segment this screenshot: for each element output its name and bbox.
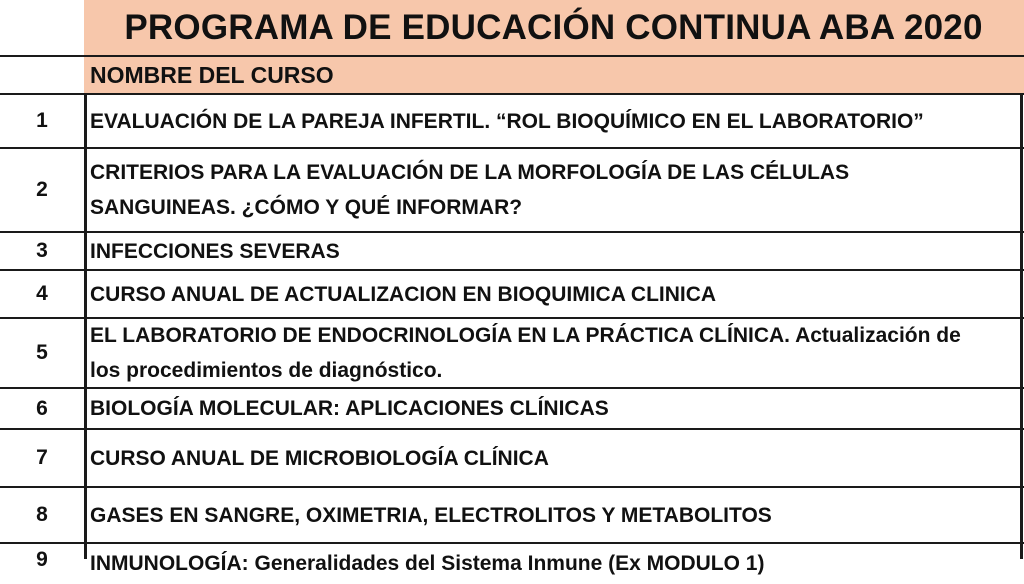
course-name: GASES EN SANGRE, OXIMETRIA, ELECTROLITOS Y METABOLITOS xyxy=(90,503,772,527)
header-row-blank xyxy=(0,57,84,93)
row-number: 2 xyxy=(36,178,48,201)
table-row xyxy=(0,430,1024,488)
row-number: 4 xyxy=(36,282,48,305)
course-name: CURSO ANUAL DE MICROBIOLOGÍA CLÍNICA xyxy=(90,446,549,470)
table-row xyxy=(0,271,1024,319)
course-name-line-2: SANGUINEAS. ¿CÓMO Y QUÉ INFORMAR? xyxy=(90,196,523,219)
header-row xyxy=(0,57,1024,95)
title-row-blank xyxy=(0,0,84,55)
course-name-line-1: CRITERIOS PARA LA EVALUACIÓN DE LA MORFOLOGÍA DE LAS CÉLULAS xyxy=(90,161,850,184)
table-row xyxy=(0,488,1024,544)
page-title: PROGRAMA DE EDUCACIÓN CONTINUA ABA 2020 xyxy=(124,8,983,47)
row-number: 6 xyxy=(36,396,48,420)
course-name-line-2: los procedimientos de diagnóstico. xyxy=(90,359,443,382)
course-name: INFECCIONES SEVERAS xyxy=(90,239,340,263)
title-row xyxy=(0,0,1024,57)
course-name xyxy=(87,319,1020,387)
table-row xyxy=(0,149,1024,233)
course-name-mixed: Actualización de xyxy=(790,324,961,347)
row-number: 5 xyxy=(36,341,48,364)
table-row xyxy=(0,544,1024,584)
course-name-upper: EL LABORATORIO DE ENDOCRINOLOGÍA EN LA PRÁCTICA CLÍNICA. xyxy=(90,324,791,347)
course-name: BIOLOGÍA MOLECULAR: APLICACIONES CLÍNICAS xyxy=(90,397,609,420)
row-number: 8 xyxy=(36,503,48,526)
course-name: EVALUACIÓN DE LA PAREJA INFERTIL. “ROL BIOQUÍMICO EN EL LABORATORIO” xyxy=(90,109,924,133)
course-name-header: NOMBRE DEL CURSO xyxy=(90,61,334,88)
row-number: 7 xyxy=(36,446,48,469)
course-name: INMUNOLOGÍA: Generalidades del Sistema Inmune (Ex MODULO 1) xyxy=(90,552,765,575)
course-name: CURSO ANUAL DE ACTUALIZACION EN BIOQUIMICA CLINICA xyxy=(90,282,717,306)
table-row xyxy=(0,233,1024,271)
table-row xyxy=(0,389,1024,430)
table-row xyxy=(0,95,1024,149)
course-name-line-1 xyxy=(90,318,961,353)
table-row xyxy=(0,319,1024,389)
course-name xyxy=(87,149,1020,231)
row-number: 9 xyxy=(36,548,48,571)
row-number: 3 xyxy=(36,239,48,262)
row-number: 1 xyxy=(36,109,48,132)
